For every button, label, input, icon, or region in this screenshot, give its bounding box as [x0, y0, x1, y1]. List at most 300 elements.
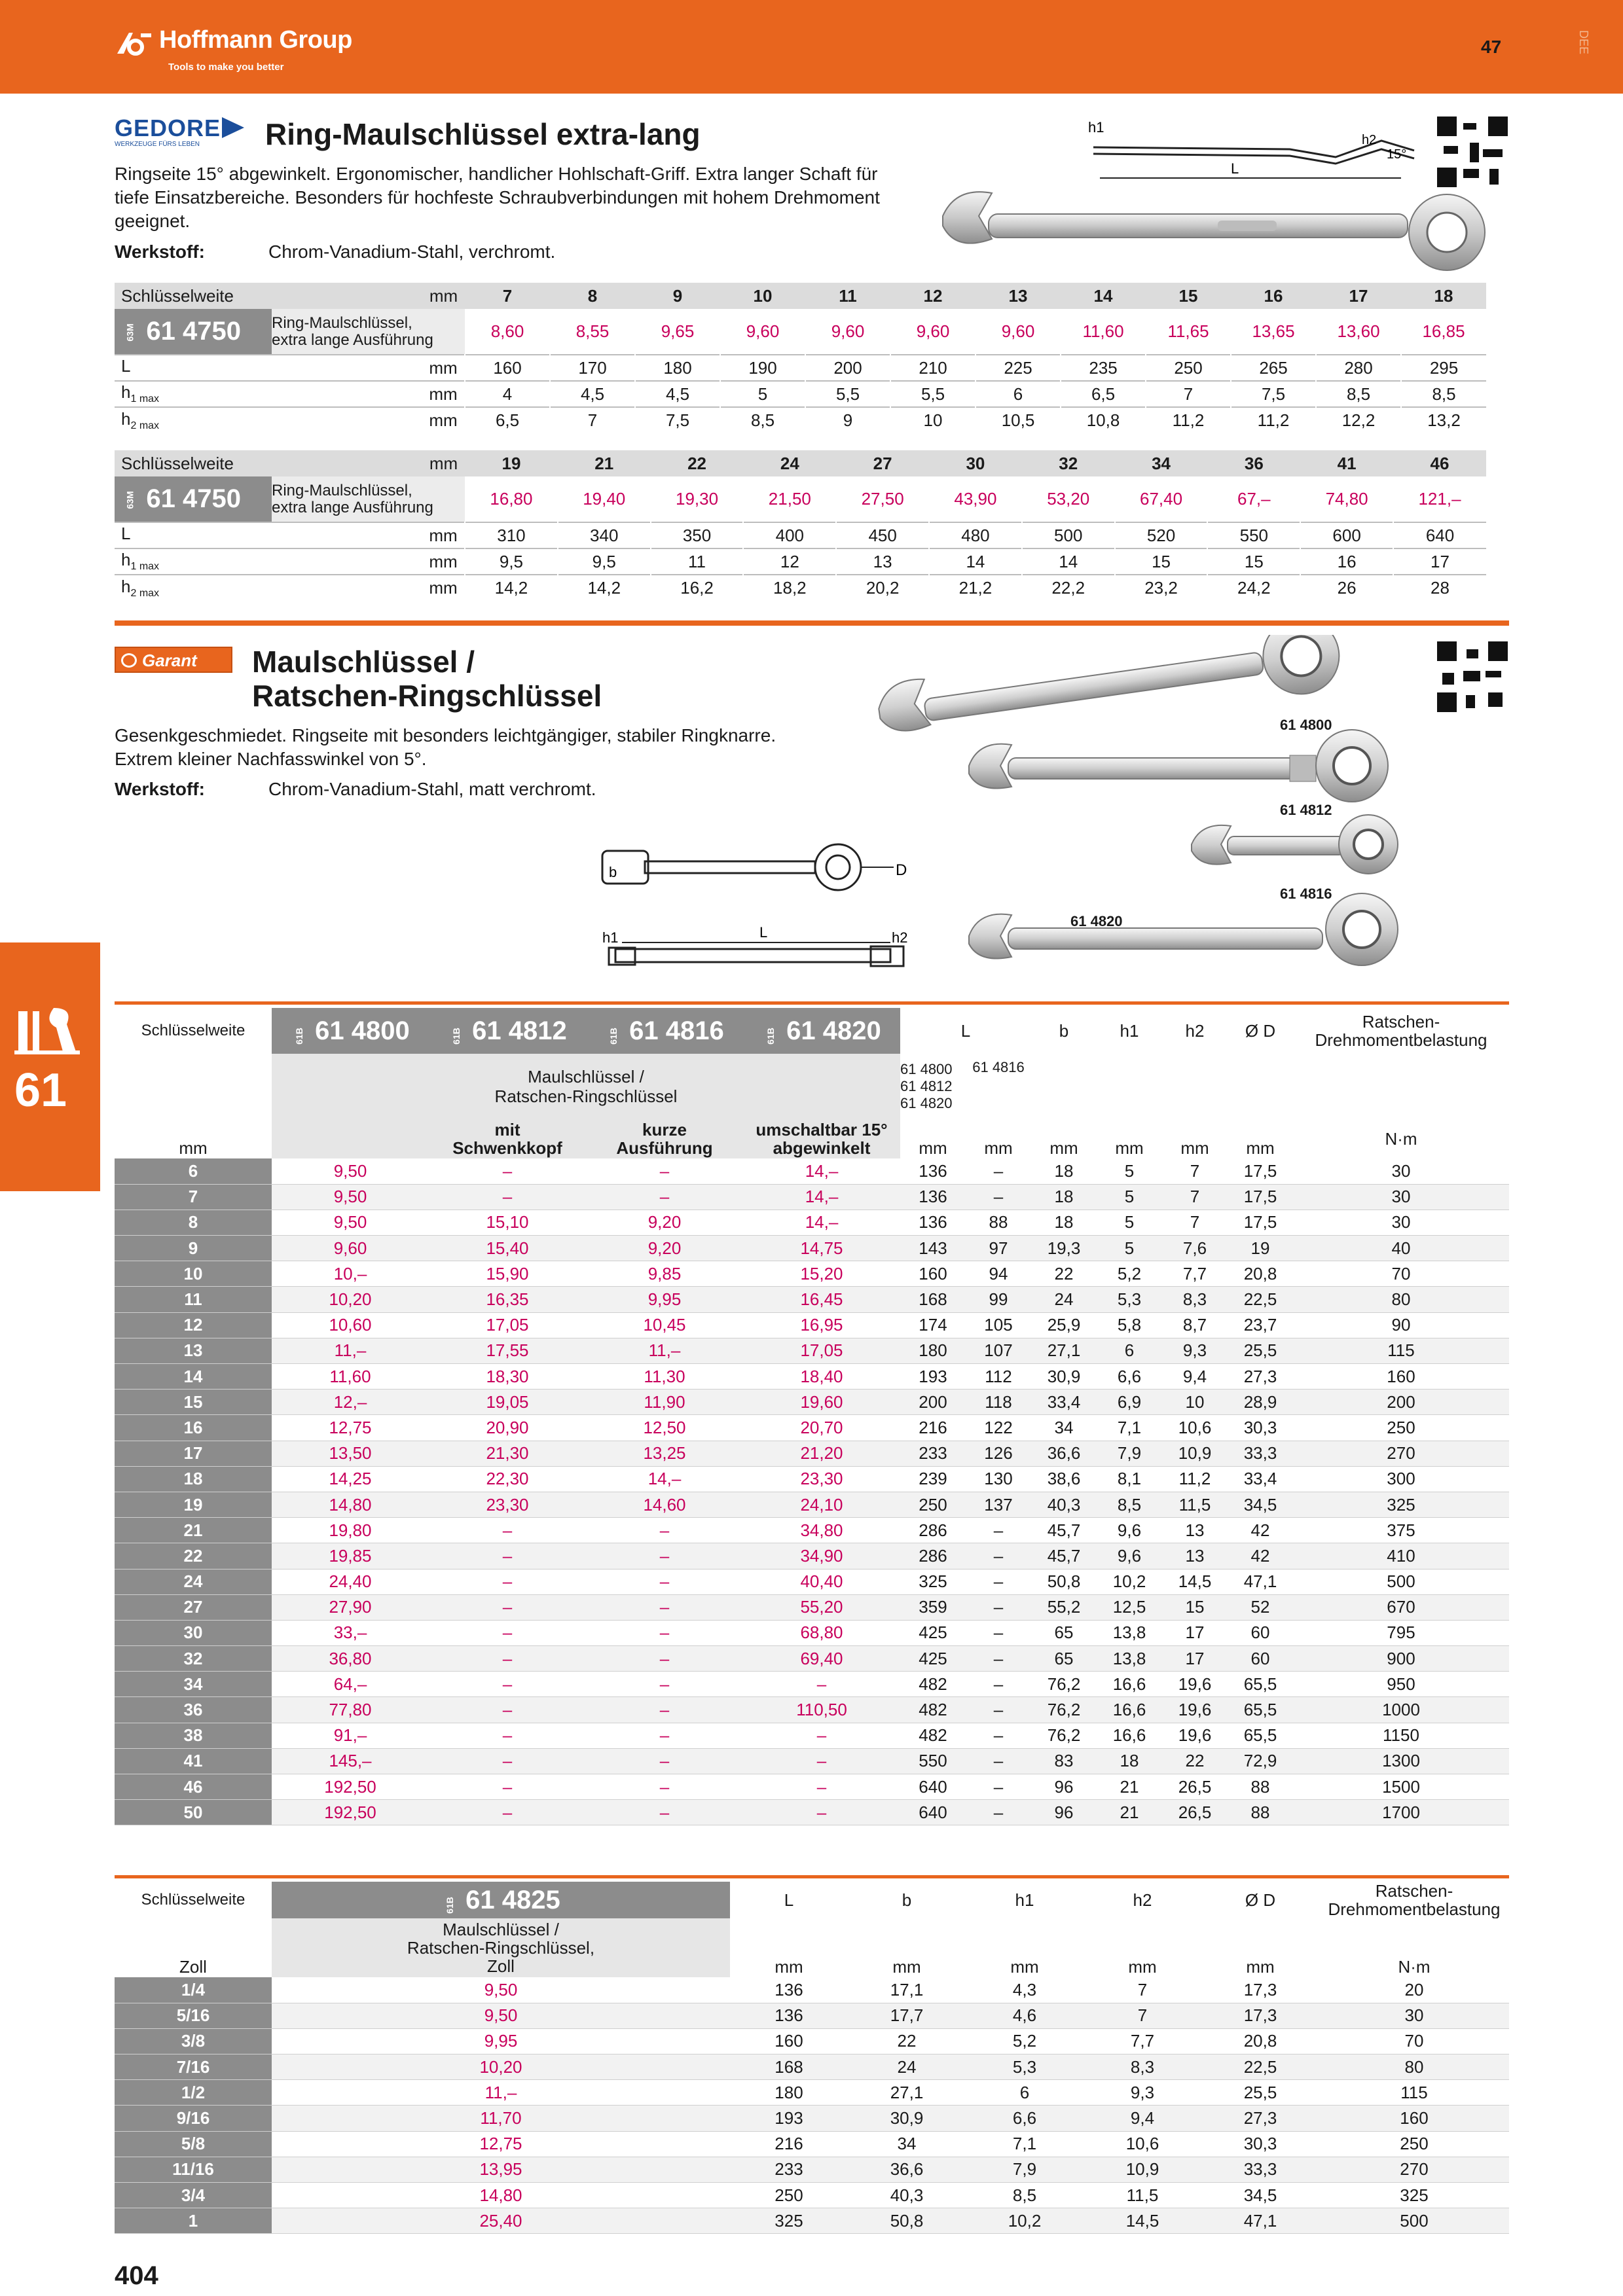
- variant-614816: [586, 1119, 743, 1158]
- spec-cell: 20,8: [1228, 1261, 1293, 1287]
- spec-cell: 6: [1097, 1338, 1162, 1363]
- spec-cell: 25,5: [1228, 1338, 1293, 1363]
- variant-line: kurze: [642, 1120, 687, 1139]
- section1-material: [115, 240, 555, 264]
- price-cell: 9,60: [916, 321, 950, 341]
- dim-b: b: [609, 864, 617, 880]
- table-row: [115, 1646, 1509, 1672]
- price-cell: 69,40: [743, 1646, 900, 1672]
- gedore-sub: WERKZEUGE FÜRS LEBEN: [115, 141, 200, 148]
- table-row: [115, 1620, 1509, 1645]
- spec-cell: 325: [1293, 1492, 1509, 1517]
- size-cell: 1/4: [115, 1977, 272, 2003]
- spec-cell: 16,6: [1097, 1723, 1162, 1748]
- spec-cell: 115: [1319, 2080, 1509, 2106]
- sub-line: 61 4800: [900, 1061, 953, 1077]
- spec-cell: 21: [1097, 1800, 1162, 1825]
- spec-cell: 6: [976, 381, 1061, 407]
- spec-cell: 286: [900, 1543, 966, 1569]
- code-prefix: 61B: [765, 1027, 776, 1045]
- spec-cell: 80: [1293, 1287, 1509, 1312]
- price-cell: 21,20: [743, 1441, 900, 1466]
- spec-cell: 6,9: [1097, 1390, 1162, 1415]
- price-cell: 9,50: [272, 1184, 429, 1210]
- spec-cell: 9,5: [558, 548, 651, 575]
- spec-cell: 7: [550, 407, 635, 433]
- price-cell: 23,30: [429, 1492, 586, 1517]
- spec-cell: –: [966, 1723, 1031, 1748]
- spec-cell: 10: [1162, 1390, 1228, 1415]
- price-cell: 67,40: [1139, 489, 1183, 509]
- code: 61 4800: [315, 1016, 410, 1045]
- desc-line: Maulschlüssel /: [528, 1067, 644, 1086]
- table-row: [115, 1312, 1509, 1338]
- spec-cell: 640: [1393, 522, 1486, 548]
- spec-cell: 450: [836, 522, 929, 548]
- dim-h1: h1: [602, 929, 619, 946]
- gedore-dimension-drawing: [1074, 118, 1440, 190]
- spec-cell: 40,3: [848, 2183, 966, 2208]
- spec-cell: 24,2: [1207, 575, 1300, 601]
- torque-line: Ratschen-: [1375, 1882, 1453, 1901]
- code-prefix: 61B: [294, 1027, 305, 1045]
- spec-cell: 7,9: [1097, 1441, 1162, 1466]
- price-cell: 34,80: [743, 1518, 900, 1543]
- code: 61 4820: [786, 1016, 881, 1045]
- code-614825[interactable]: [272, 1882, 730, 1918]
- unit-mm: mm: [984, 1138, 1013, 1158]
- spec-cell: 34,5: [1201, 2183, 1319, 2208]
- price-cell: 91,–: [272, 1723, 429, 1748]
- spec-cell: –: [966, 1774, 1031, 1800]
- size-cell: 17: [1349, 285, 1368, 306]
- table-61-4750-b: [115, 450, 1486, 601]
- spec-cell: 5: [1097, 1210, 1162, 1235]
- spec-cell: 13: [1162, 1543, 1228, 1569]
- price-cell: 19,80: [272, 1518, 429, 1543]
- spec-name: [115, 407, 422, 433]
- spec-cell: 12: [743, 548, 836, 575]
- size-cell: 22: [115, 1543, 272, 1569]
- spec-cell: 500: [1293, 1569, 1509, 1594]
- spec-cell: 23,7: [1228, 1312, 1293, 1338]
- size-cell: 22: [687, 453, 706, 473]
- size-cell: 1: [115, 2208, 272, 2234]
- spec-cell: 9: [805, 407, 890, 433]
- spec-cell: 18: [1097, 1748, 1162, 1774]
- price-cell: –: [429, 1774, 586, 1800]
- spec-cell: 410: [1293, 1543, 1509, 1569]
- spec-cell: 42: [1228, 1543, 1293, 1569]
- price-cell: 36,80: [272, 1646, 429, 1672]
- spec-cell: 5,2: [1097, 1261, 1162, 1287]
- spec-cell: 7: [1162, 1210, 1228, 1235]
- spec-cell: 30: [1293, 1158, 1509, 1184]
- price-cell: 16,35: [429, 1287, 586, 1312]
- spec-cell: 7,1: [1097, 1415, 1162, 1441]
- size-cell: 14: [1093, 285, 1113, 306]
- variant-614820: [743, 1119, 900, 1158]
- spec-cell: 11,5: [1084, 2183, 1201, 2208]
- price-cell: 19,30: [676, 489, 719, 509]
- spec-cell: 10,2: [966, 2208, 1084, 2234]
- spec-cell: 136: [900, 1184, 966, 1210]
- desc-line: Ring-Maulschlüssel,: [272, 481, 412, 499]
- code: 61 4750: [146, 317, 241, 346]
- section1-title: Ring-Maulschlüssel extra-lang: [265, 117, 701, 151]
- spec-cell: 340: [558, 522, 651, 548]
- spec-cell: 22,2: [1022, 575, 1115, 601]
- spec-cell: 22: [848, 2028, 966, 2054]
- size-cell: 11: [839, 285, 857, 306]
- spec-cell: 27,3: [1201, 2106, 1319, 2131]
- spec-cell: 9,6: [1097, 1543, 1162, 1569]
- article-desc: [272, 309, 465, 355]
- spec-cell: 480: [929, 522, 1022, 548]
- table-row: [115, 2208, 1509, 2234]
- table-top-rule: [115, 1001, 1509, 1005]
- spec-cell: 17: [1162, 1620, 1228, 1645]
- spec-cell: 34: [848, 2131, 966, 2157]
- spec-cell: 216: [900, 1415, 966, 1441]
- price-cell: 21,50: [768, 489, 811, 509]
- spec-cell: 4,5: [550, 381, 635, 407]
- size-cell: 41: [1337, 453, 1357, 473]
- price-cell: 16,80: [490, 489, 533, 509]
- size-label: Schlüsselweite: [121, 453, 234, 473]
- spec-cell: 30: [1319, 2003, 1509, 2028]
- price-cell: 10,20: [272, 1287, 429, 1312]
- size-cell: 16: [1264, 285, 1283, 306]
- size-cell: 19: [501, 453, 521, 473]
- spec-cell: 5,3: [1097, 1287, 1162, 1312]
- price-cell: 110,50: [743, 1697, 900, 1723]
- spec-cell: 9,3: [1162, 1338, 1228, 1363]
- table-row: [115, 1364, 1509, 1390]
- brand-tagline: Tools to make you better: [168, 62, 284, 73]
- material-label: Werkstoff:: [115, 242, 205, 262]
- spec-cell: 90: [1293, 1312, 1509, 1338]
- table-row: [115, 1774, 1509, 1800]
- spec-cell: 482: [900, 1672, 966, 1697]
- size-label: Schlüsselweite: [141, 1891, 246, 1909]
- spec-cell: 14,5: [1084, 2208, 1201, 2234]
- spec-cell: 70: [1319, 2028, 1509, 2054]
- size-cell: 34: [115, 1672, 272, 1697]
- spec-cell: 83: [1031, 1748, 1097, 1774]
- spec-cell: 670: [1293, 1594, 1509, 1620]
- spec-cell: 12,5: [1097, 1594, 1162, 1620]
- size-cell: 11: [115, 1287, 272, 1312]
- spec-cell: 33,3: [1201, 2157, 1319, 2182]
- hdr-b: b: [1059, 1020, 1069, 1041]
- spec-cell: 28,9: [1228, 1390, 1293, 1415]
- spec-cell: 375: [1293, 1518, 1509, 1543]
- size-cell: 8: [115, 1210, 272, 1235]
- spec-cell: 88: [966, 1210, 1031, 1235]
- table-row: [115, 2028, 1509, 2054]
- spec-cell: 7: [1162, 1158, 1228, 1184]
- price-cell: 13,60: [1337, 321, 1380, 341]
- unit: mm: [429, 357, 458, 378]
- price-cell: –: [743, 1723, 900, 1748]
- spec-cell: 8,1: [1097, 1466, 1162, 1492]
- price-cell: 14,–: [743, 1158, 900, 1184]
- hoffmann-logo-icon: [115, 27, 154, 58]
- table-row: [115, 1236, 1509, 1261]
- spec-cell: 13,2: [1401, 407, 1486, 433]
- spec-cell: 168: [730, 2054, 848, 2080]
- spec-cell: 38,6: [1031, 1466, 1097, 1492]
- spec-cell: 136: [730, 1977, 848, 2003]
- unit-mm: mm: [1049, 1138, 1078, 1158]
- price-cell: 24,40: [272, 1569, 429, 1594]
- table-row: [115, 1594, 1509, 1620]
- tool-label-614812: 61 4812: [1280, 802, 1332, 818]
- spec-cell: 25,5: [1201, 2080, 1319, 2106]
- spec-cell: 8,5: [720, 407, 805, 433]
- spec-cell: 1150: [1293, 1723, 1509, 1748]
- size-cell: 36: [1244, 453, 1264, 473]
- article-code[interactable]: [115, 476, 272, 522]
- spec-cell: 7,6: [1162, 1236, 1228, 1261]
- spec-cell: 7,9: [966, 2157, 1084, 2182]
- table-row: [115, 1441, 1509, 1466]
- spec-cell: –: [966, 1543, 1031, 1569]
- spec-cell: 11,5: [1162, 1492, 1228, 1517]
- spec-cell: 130: [966, 1466, 1031, 1492]
- wrench-tools-icon: [14, 1005, 80, 1057]
- dim-angle: 15°: [1387, 147, 1407, 162]
- code-614820[interactable]: [743, 1008, 900, 1054]
- table-row: [115, 1184, 1509, 1210]
- unit-mm: mm: [1010, 1957, 1039, 1977]
- spec-cell: 216: [730, 2131, 848, 2157]
- spec-cell: 265: [1231, 355, 1316, 381]
- article-code[interactable]: [115, 309, 272, 355]
- price-cell: –: [429, 1748, 586, 1774]
- price-cell: 14,–: [586, 1466, 743, 1492]
- spec-cell: 19,6: [1162, 1723, 1228, 1748]
- spec-cell: 15: [1207, 548, 1300, 575]
- spec-cell: 34: [1031, 1415, 1097, 1441]
- price-cell: 15,20: [743, 1261, 900, 1287]
- size-cell: 12: [923, 285, 943, 306]
- price-cell: 11,30: [586, 1364, 743, 1390]
- spec-cell: 40: [1293, 1236, 1509, 1261]
- code-614812[interactable]: [429, 1008, 586, 1054]
- spec-cell: 18: [1031, 1184, 1097, 1210]
- price-cell: 8,55: [575, 321, 610, 341]
- l-sub-a: [900, 1054, 966, 1119]
- code: 61 4816: [629, 1016, 724, 1045]
- size-cell: 17: [115, 1441, 272, 1466]
- size-cell: 5/8: [115, 2131, 272, 2157]
- spec-cell: 26,5: [1162, 1774, 1228, 1800]
- spec-letter: L: [121, 356, 131, 376]
- price-cell: 68,80: [743, 1620, 900, 1645]
- price-cell: 27,50: [861, 489, 904, 509]
- spec-cell: 233: [900, 1441, 966, 1466]
- price-cell: 25,40: [272, 2208, 730, 2234]
- price-cell: 64,–: [272, 1672, 429, 1697]
- spec-cell: 19,3: [1031, 1236, 1097, 1261]
- unit-zoll: Zoll: [179, 1957, 207, 1977]
- article-desc: [272, 476, 465, 522]
- spec-cell: 36,6: [1031, 1441, 1097, 1466]
- spec-cell: –: [966, 1569, 1031, 1594]
- spec-cell: 30: [1293, 1210, 1509, 1235]
- desc-line: extra lange Ausführung: [272, 331, 433, 349]
- spec-cell: 50,8: [848, 2208, 966, 2234]
- spec-cell: 11,2: [1146, 407, 1231, 433]
- spec-cell: –: [966, 1158, 1031, 1184]
- price-cell: 12,50: [586, 1415, 743, 1441]
- spec-cell: 10,8: [1061, 407, 1146, 433]
- spec-cell: 7,1: [966, 2131, 1084, 2157]
- price-cell: 12,75: [272, 2131, 730, 2157]
- spec-cell: 550: [900, 1748, 966, 1774]
- size-cell: 12: [115, 1312, 272, 1338]
- spec-cell: 640: [900, 1800, 966, 1825]
- price-cell: 10,–: [272, 1261, 429, 1287]
- spec-cell: 8,5: [1316, 381, 1401, 407]
- spec-cell: 250: [730, 2183, 848, 2208]
- spec-cell: 136: [900, 1158, 966, 1184]
- spec-cell: 88: [1228, 1800, 1293, 1825]
- table-top-rule: [115, 1875, 1509, 1878]
- sub-line: 61 4820: [900, 1095, 953, 1111]
- spec-cell: 65: [1031, 1620, 1097, 1645]
- spec-cell: 50,8: [1031, 1569, 1097, 1594]
- spec-cell: 36,6: [848, 2157, 966, 2182]
- price-cell: –: [429, 1723, 586, 1748]
- unit-mm: mm: [892, 1957, 921, 1977]
- gedore-wrench-image: [930, 180, 1512, 278]
- price-cell: –: [586, 1543, 743, 1569]
- spec-sub: 2 max: [130, 420, 160, 432]
- spec-cell: 160: [1319, 2106, 1509, 2131]
- spec-cell: 8,3: [1162, 1287, 1228, 1312]
- spec-cell: 286: [900, 1518, 966, 1543]
- spec-cell: 400: [743, 522, 836, 548]
- code-614816[interactable]: [586, 1008, 743, 1054]
- spec-cell: 180: [900, 1338, 966, 1363]
- price-cell: 16,85: [1422, 321, 1465, 341]
- price-cell: –: [743, 1774, 900, 1800]
- spec-cell: 9,4: [1084, 2106, 1201, 2131]
- variant-line: Schwenkkopf: [452, 1138, 562, 1158]
- unit-mm: mm: [115, 1119, 272, 1158]
- size-cell: 10: [753, 285, 773, 306]
- ratchet-wrenches-image: [864, 635, 1519, 988]
- spec-cell: 72,9: [1228, 1748, 1293, 1774]
- spec-cell: 136: [900, 1210, 966, 1235]
- spec-cell: 126: [966, 1441, 1031, 1466]
- spec-row: [115, 522, 1486, 548]
- price-cell: –: [586, 1723, 743, 1748]
- qr-code-icon[interactable]: [1437, 117, 1508, 187]
- spec-cell: 21,2: [929, 575, 1022, 601]
- table-row: [115, 2106, 1509, 2131]
- spec-sub: 2 max: [130, 588, 160, 600]
- desc-line: Ratschen-Ringschlüssel,: [407, 1938, 595, 1958]
- price-cell: 13,25: [586, 1441, 743, 1466]
- page-number-top: 47: [1481, 37, 1502, 57]
- table-row: [115, 1569, 1509, 1594]
- spec-cell: 33,3: [1228, 1441, 1293, 1466]
- unit: mm: [429, 285, 458, 306]
- spec-cell: 250: [900, 1492, 966, 1517]
- table-row: [115, 2003, 1509, 2028]
- spec-cell: 14,5: [1162, 1569, 1228, 1594]
- spec-cell: 500: [1319, 2208, 1509, 2234]
- spec-cell: 270: [1319, 2157, 1509, 2182]
- spec-cell: 250: [1146, 355, 1231, 381]
- spec-cell: –: [966, 1672, 1031, 1697]
- spec-cell: 20,8: [1201, 2028, 1319, 2054]
- spec-cell: 19,6: [1162, 1697, 1228, 1723]
- spec-cell: 482: [900, 1723, 966, 1748]
- spec-cell: 174: [900, 1312, 966, 1338]
- size-cell: 9: [115, 1236, 272, 1261]
- spec-cell: 14,2: [465, 575, 558, 601]
- spec-cell: 16,6: [1097, 1672, 1162, 1697]
- spec-cell: 80: [1319, 2054, 1509, 2080]
- spec-cell: 105: [966, 1312, 1031, 1338]
- size-cell: 15: [115, 1390, 272, 1415]
- chapter-tab[interactable]: [0, 942, 100, 1191]
- spec-cell: –: [966, 1646, 1031, 1672]
- spec-cell: 310: [465, 522, 558, 548]
- spec-cell: 52: [1228, 1594, 1293, 1620]
- spec-cell: 13,8: [1097, 1620, 1162, 1645]
- price-cell: 23,30: [743, 1466, 900, 1492]
- code: 61 4750: [146, 484, 241, 513]
- price-cell: 15,90: [429, 1261, 586, 1287]
- code-prefix: 61B: [451, 1027, 462, 1045]
- spec-row: [115, 407, 1486, 433]
- price-cell: –: [586, 1184, 743, 1210]
- code-614800[interactable]: [272, 1008, 429, 1054]
- size-cell: 18: [115, 1466, 272, 1492]
- spec-cell: 30,3: [1228, 1415, 1293, 1441]
- spec-cell: 22: [1162, 1748, 1228, 1774]
- size-cell: 16: [115, 1415, 272, 1441]
- spec-cell: 5: [720, 381, 805, 407]
- section-divider: [115, 620, 1509, 626]
- table-row: [115, 1287, 1509, 1312]
- spec-cell: 300: [1293, 1466, 1509, 1492]
- spec-cell: 45,7: [1031, 1543, 1097, 1569]
- spec-cell: 4,3: [966, 1977, 1084, 2003]
- spec-cell: 14: [929, 548, 1022, 575]
- tool-label-614800: 61 4800: [1280, 717, 1332, 733]
- spec-cell: 482: [900, 1697, 966, 1723]
- spec-name: [115, 522, 422, 548]
- spec-cell: 600: [1300, 522, 1393, 548]
- unit-nm: N·m: [1398, 1957, 1431, 1977]
- code-prefix: 63M: [124, 323, 136, 342]
- spec-cell: 60: [1228, 1646, 1293, 1672]
- section2-desc: Gesenkgeschmiedet. Ringseite mit besonders leichtgängiger, stabiler Ringknarre. Extrem kleiner Nachfasswinkel von 5°.: [115, 725, 776, 769]
- spec-cell: 11: [651, 548, 744, 575]
- size-cell: 13: [1008, 285, 1028, 306]
- price-cell: 192,50: [272, 1774, 429, 1800]
- spec-cell: 30,9: [1031, 1364, 1097, 1390]
- torque-line: Drehmomentbelastung: [1315, 1030, 1487, 1050]
- price-cell: 13,50: [272, 1441, 429, 1466]
